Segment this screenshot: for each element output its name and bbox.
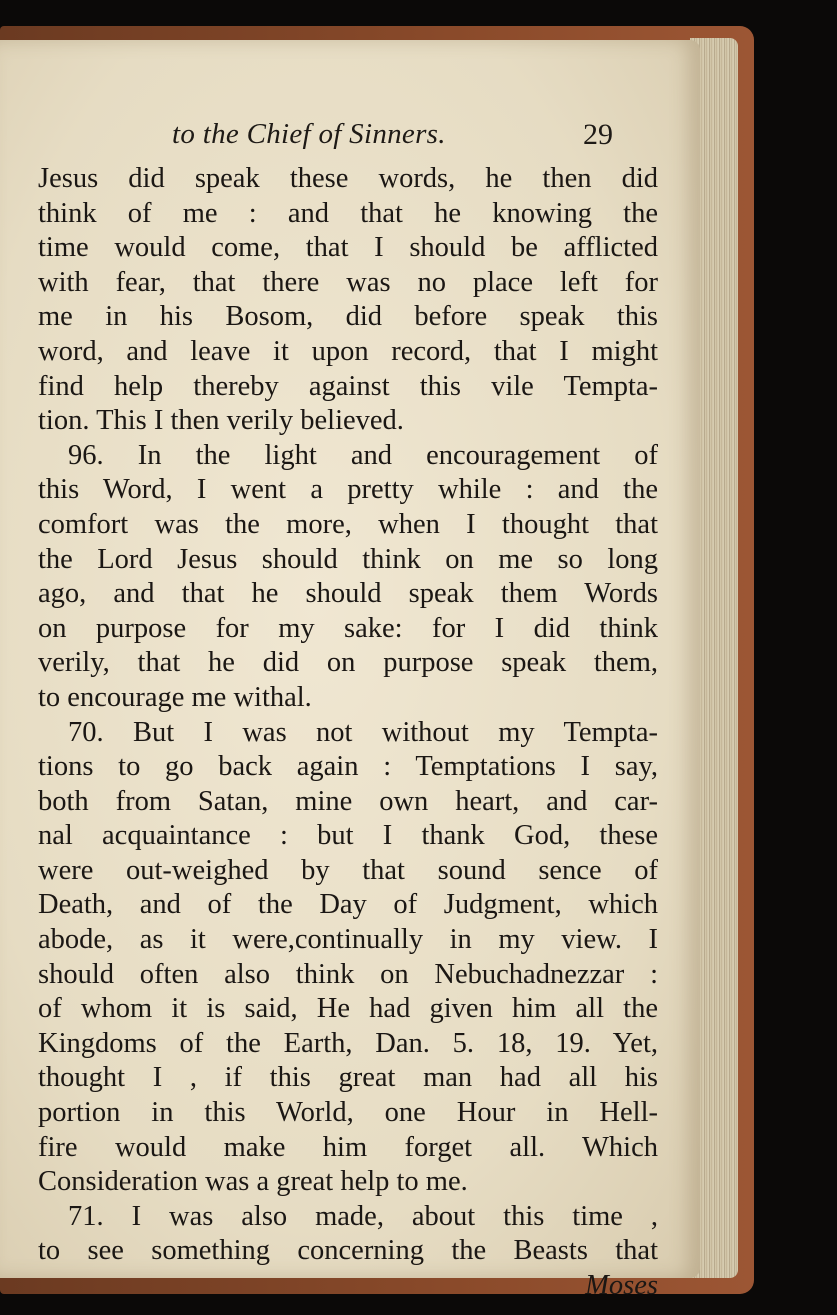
text-line: verily, that he did on purpose speak them, — [38, 647, 658, 679]
paragraph-start-96: 96. In the light and encouragement of — [68, 439, 658, 471]
text-line: fire would make him forget all. Which — [38, 1131, 658, 1163]
text-line: abode, as it were,continually in my view. I — [38, 924, 658, 956]
paragraph-start-71: 71. I was also made, about this time , — [68, 1200, 658, 1232]
paragraph-start-70: 70. But I was not without my Tempta- — [68, 716, 658, 748]
text-line: thought I , if this great man had all his — [38, 1062, 658, 1094]
text-line: to encourage me withal. — [38, 681, 312, 713]
page-number: 29 — [583, 118, 613, 151]
text-line: portion in this World, one Hour in Hell- — [38, 1097, 658, 1129]
text-line: the Lord Jesus should think on me so long — [38, 543, 658, 575]
text-line: tions to go back again : Temptations I say, — [38, 751, 658, 783]
text-line: of whom it is said, He had given him all the — [38, 993, 658, 1025]
body-text — [38, 162, 658, 1304]
text-line: Jesus did speak these words, he then did — [38, 163, 658, 194]
text-line: nal acquaintance : but I thank God, these — [38, 820, 658, 852]
text-line: on purpose for my sake: for I did think — [38, 612, 658, 644]
book-page — [0, 40, 700, 1301]
text-line: to see something concerning the Beasts that — [38, 1235, 658, 1267]
text-line: think of me : and that he knowing the — [38, 197, 658, 229]
text-line: comfort was the more, when I thought that — [38, 508, 658, 540]
text-line: Death, and of the Day of Judgment, which — [38, 889, 658, 921]
text-line: should often also think on Nebuchadnezzar : — [38, 958, 658, 990]
running-head: to the Chief of Sinners. — [172, 118, 446, 150]
catchword: Moses — [585, 1270, 658, 1301]
text-line: time would come, that I should be afflicted — [38, 232, 658, 264]
text-line: Consideration was a great help to me. — [38, 1166, 468, 1198]
text-line: tion. This I then verily believed. — [38, 405, 404, 437]
text-line: with fear, that there was no place left for — [38, 266, 658, 298]
text-line: ago, and that he should speak them Words — [38, 578, 658, 610]
page-header — [0, 118, 700, 162]
text-line: me in his Bosom, did before speak this — [38, 301, 658, 333]
text-line: find help thereby against this vile Tempta- — [38, 370, 658, 402]
text-line: this Word, I went a pretty while : and the — [38, 474, 658, 506]
text-line: both from Satan, mine own heart, and car- — [38, 785, 658, 817]
text-line: word, and leave it upon record, that I might — [38, 335, 658, 367]
text-line: Kingdoms of the Earth, Dan. 5. 18, 19. Yet, — [38, 1027, 658, 1059]
text-line: were out-weighed by that sound sence of — [38, 854, 658, 886]
